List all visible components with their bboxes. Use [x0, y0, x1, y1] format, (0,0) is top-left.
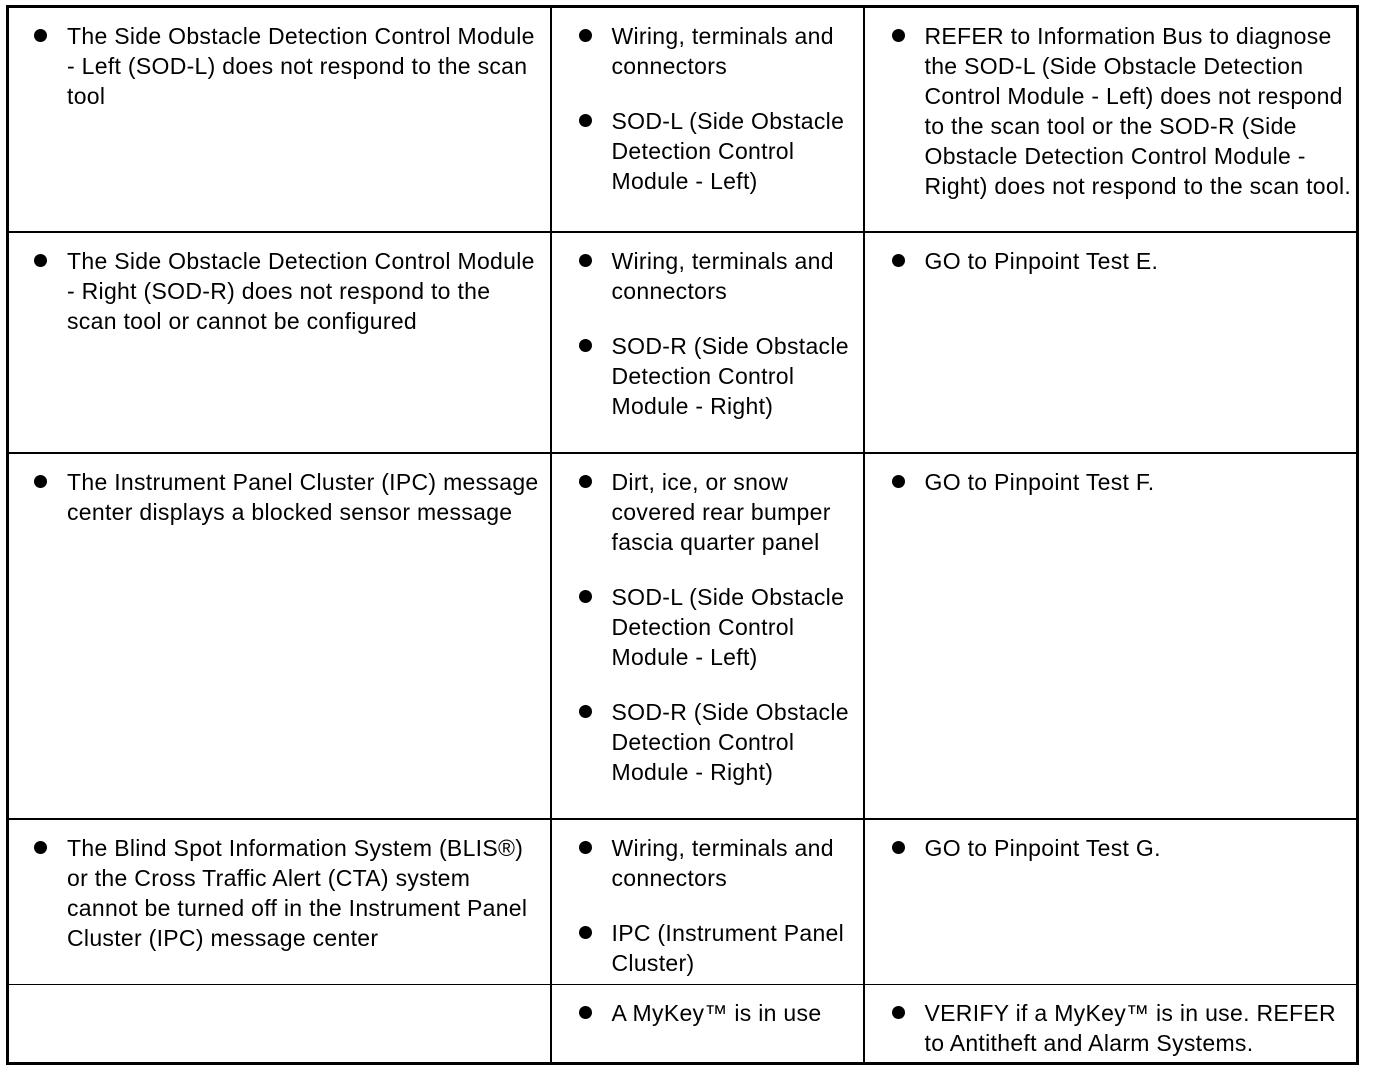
bullet-icon — [892, 1006, 905, 1019]
list-item — [31, 467, 546, 527]
diagnostic-table — [6, 5, 1359, 1065]
source-text: IPC (Instrument Panel Cluster) — [611, 919, 845, 976]
table-row — [8, 985, 1358, 1064]
list-item — [31, 833, 546, 953]
list-item — [576, 467, 859, 557]
bullet-icon — [579, 841, 592, 854]
action-text: GO to Pinpoint Test E. — [924, 247, 1159, 274]
bullet-icon — [579, 590, 592, 603]
condition-cell — [8, 232, 551, 453]
source-cell — [551, 819, 864, 985]
action-cell — [864, 985, 1358, 1064]
source-cell — [551, 985, 864, 1064]
bullet-icon — [892, 841, 905, 854]
source-cell — [551, 453, 864, 819]
list-item — [576, 331, 859, 421]
bullet-icon — [892, 254, 905, 267]
table-row — [8, 819, 1358, 985]
condition-cell — [8, 453, 551, 819]
condition-text: The Side Obstacle Detection Control Module - Left (SOD-L) does not respond to the scan tool — [67, 23, 535, 109]
list-item — [31, 21, 546, 111]
source-text: SOD-R (Side Obstacle Detection Control Module - Right) — [611, 698, 849, 785]
bullet-icon — [34, 29, 47, 42]
action-text: GO to Pinpoint Test G. — [924, 834, 1161, 861]
table-row — [8, 453, 1358, 819]
bullet-icon — [579, 705, 592, 718]
action-cell — [864, 819, 1358, 985]
source-text: Wiring, terminals and connectors — [611, 834, 834, 891]
bullet-icon — [34, 841, 47, 854]
list-item — [576, 918, 859, 978]
source-cell — [551, 232, 864, 453]
action-cell — [864, 232, 1358, 453]
list-item — [889, 833, 1355, 863]
action-cell — [864, 7, 1358, 232]
source-text: Dirt, ice, or snow covered rear bumper fascia quarter panel — [611, 468, 831, 555]
list-item — [576, 833, 859, 893]
table-row — [8, 232, 1358, 453]
condition-text: The Blind Spot Information System (BLIS®) or the Cross Traffic Alert (CTA) system cannot be turned off in the Instrument Panel Cluster (IPC) message center — [67, 834, 528, 951]
condition-cell — [8, 819, 551, 985]
table-row — [8, 7, 1358, 232]
bullet-icon — [892, 475, 905, 488]
list-item — [576, 697, 859, 787]
source-cell — [551, 7, 864, 232]
list-item — [576, 998, 859, 1028]
list-item — [889, 21, 1355, 201]
bullet-icon — [579, 29, 592, 42]
list-item — [889, 998, 1355, 1058]
bullet-icon — [34, 475, 47, 488]
list-item — [889, 246, 1355, 276]
list-item — [889, 467, 1355, 497]
bullet-icon — [579, 114, 592, 127]
list-item — [576, 21, 859, 81]
bullet-icon — [34, 254, 47, 267]
bullet-icon — [579, 475, 592, 488]
bullet-icon — [579, 254, 592, 267]
condition-text: The Instrument Panel Cluster (IPC) message center displays a blocked sensor message — [67, 468, 539, 525]
action-text: REFER to Information Bus to diagnose the SOD-L (Side Obstacle Detection Control Module - Left) does not respond to the scan tool or the SOD-R (Side Obstacle Detection Control Module - Right) does not respond to the scan tool. — [924, 23, 1352, 199]
condition-cell — [8, 985, 551, 1064]
list-item — [576, 246, 859, 306]
bullet-icon — [579, 1006, 592, 1019]
action-text: GO to Pinpoint Test F. — [924, 468, 1155, 495]
source-text: SOD-R (Side Obstacle Detection Control Module - Right) — [611, 332, 849, 419]
bullet-icon — [892, 29, 905, 42]
source-text: SOD-L (Side Obstacle Detection Control Module - Left) — [611, 583, 845, 670]
bullet-icon — [579, 339, 592, 352]
source-text: SOD-L (Side Obstacle Detection Control Module - Left) — [611, 108, 845, 194]
list-item — [576, 582, 859, 672]
source-text: Wiring, terminals and connectors — [611, 247, 834, 304]
bullet-icon — [579, 926, 592, 939]
action-text: VERIFY if a MyKey™ is in use. REFER to Antitheft and Alarm Systems. — [924, 1000, 1336, 1056]
action-cell — [864, 453, 1358, 819]
list-item — [31, 246, 546, 336]
condition-text: The Side Obstacle Detection Control Module - Right (SOD-R) does not respond to the scan tool or cannot be configured — [67, 247, 535, 334]
source-text: A MyKey™ is in use — [611, 1000, 822, 1026]
source-text: Wiring, terminals and connectors — [611, 23, 834, 79]
list-item — [576, 106, 859, 196]
condition-cell — [8, 7, 551, 232]
